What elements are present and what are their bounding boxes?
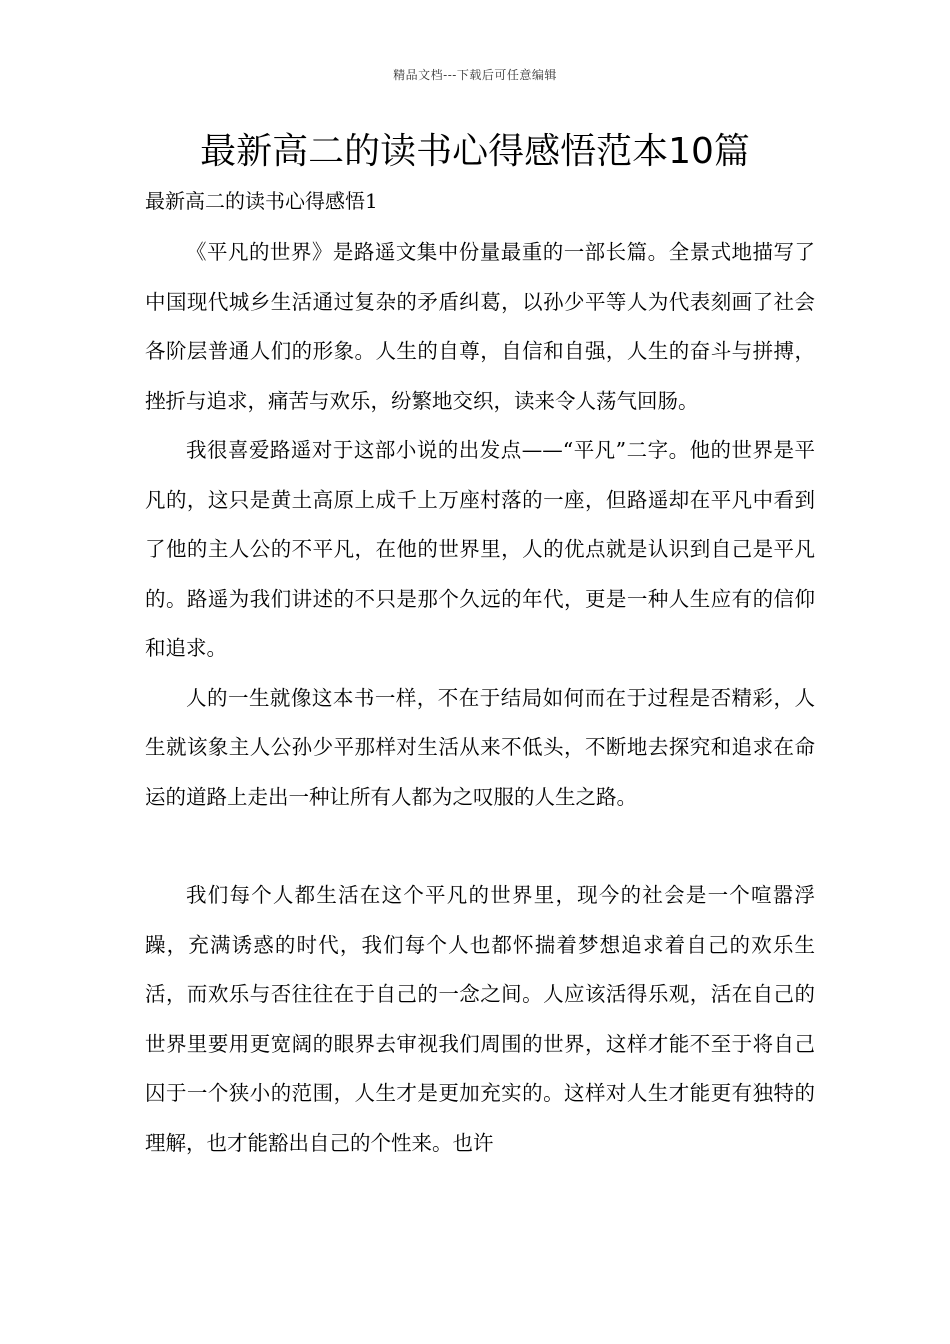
document-title: 最新高二的读书心得感悟范本10篇 [200, 131, 750, 172]
paragraph: 我很喜爱路遥对于这部小说的出发点——“平凡”二字。他的世界是平凡的，这只是黄土高原上成千上万座村落的一座，但路遥却在平凡中看到了他的主人公的不平凡，在他的世界里，人的优点就是认识到自己是平凡的。路遥为我们讲述的不只是那个久远的年代，更是一种人生应有的信仰和追求。 [145, 438, 815, 660]
paragraph: 《平凡的世界》是路遥文集中份量最重的一部长篇。全景式地描写了中国现代城乡生活通过复杂的矛盾纠葛，以孙少平等人为代表刻画了社会各阶层普通人们的形象。人生的自尊，自信和自强，人生的奋斗与拼搏，挫折与追求，痛苦与欢乐，纷繁地交织，读来令人荡气回肠。 [145, 240, 815, 413]
section-title: 最新高二的读书心得感悟1 [145, 189, 378, 213]
body-text [145, 228, 815, 1168]
paragraph: 人的一生就像这本书一样，不在于结局如何而在于过程是否精彩，人生就该象主人公孙少平那样对生活从来不低头，不断地去探究和追求在命运的道路上走出一种让所有人都为之叹服的人生之路。 [145, 685, 815, 809]
paragraph: 我们每个人都生活在这个平凡的世界里，现今的社会是一个喧嚣浮躁，充满诱惑的时代，我们每个人也都怀揣着梦想追求着自己的欢乐生活，而欢乐与否往往在于自己的一念之间。人应该活得乐观，活在自己的世界里要用更宽阔的眼界去审视我们周围的世界，这样才能不至于将自己囚于一个狭小的范围，人生才是更加充实的。这样对人生才能更有独特的理解，也才能豁出自己的个性来。也许 [145, 883, 815, 1155]
header-note: 精品文档---下载后可任意编辑 [393, 68, 557, 82]
